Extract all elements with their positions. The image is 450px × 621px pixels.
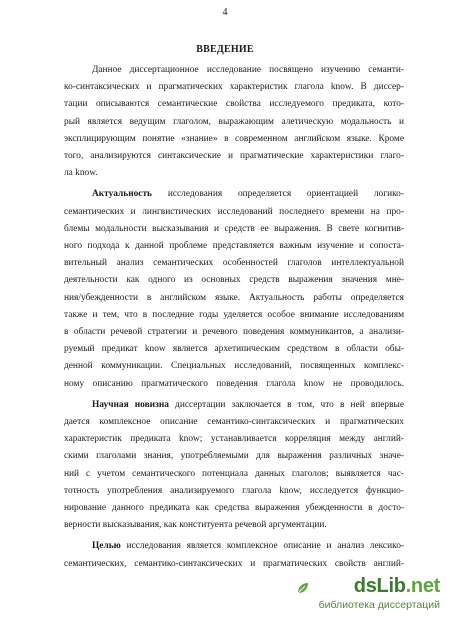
text-line: ко-синтаксических и прагматических характеристик глагола know. В диссер- (64, 82, 404, 93)
dslib-watermark[interactable] (290, 573, 440, 617)
paragraph-relevance (64, 186, 404, 392)
text-line: Актуальность исследования определяется ориентацией логико- (92, 189, 404, 200)
text-line: верности высказывания, как конституента речевой аргументации. (64, 520, 327, 531)
text-line: вительный анализ семантических особенностей глаголов интеллектуальной (64, 258, 404, 269)
text-line: Целью исследования является комплексное описание и анализ лексико- (92, 541, 404, 552)
text-line: руемый предикат know является архетипическим средством в области обы- (64, 344, 404, 355)
text-line: семантических, семантико-синтаксических и прагматических свойств англий- (64, 558, 404, 569)
watermark-brand: dsLib.net (353, 575, 440, 597)
text-line: Научная новизна диссертации заключается в том, что в ней впервые (92, 399, 404, 410)
text-line: семантических и лингвистических исследований последнего времени на про- (64, 206, 404, 217)
text-line: блемы модальности высказывания и средств ее выражения. В свете когнитив- (64, 223, 404, 234)
watermark-tagline: библиотека диссертаций (318, 599, 440, 611)
leaf-logo-icon (296, 581, 310, 595)
text-line: ному описанию прагматического поведения глагола know не проводилось. (64, 378, 404, 389)
text-line: Данное диссертационное исследование посвящено изучению семанти- (92, 65, 404, 75)
paragraph-lead-term: Научная новизна (92, 399, 169, 410)
text-line: в области речевой стратегии и речевого поведения коммуникантов, а анализи- (64, 327, 404, 338)
text-line: тотность употребления анализируемого глагола know, исследуется функцио- (64, 485, 404, 496)
text-line: эксплицирующим понятие «знание» в современном английском языке. Кроме (64, 133, 404, 144)
text-line: рый является ведущим глаголом, выражающим алетическую модальность и (64, 116, 404, 127)
section-heading: ВВЕДЕНИЕ (196, 44, 254, 55)
text-line: дается комплексное описание семантико-синтаксических и прагматических (64, 417, 404, 428)
paragraph-lead-term: Целью (92, 541, 121, 552)
text-line: того, анализируются синтаксические и прагматические характеристики глаго- (64, 151, 404, 162)
text-line: ного подхода к данной проблеме представляется важным изучение и сопоста- (64, 241, 404, 252)
text-line: ний с учетом семантического потенциала данных глаголов; выявляется час- (64, 468, 404, 479)
text-line: ния/убежденности в английском языке. Актуальность работы определяется (64, 292, 404, 303)
page-number: 4 (222, 7, 228, 18)
text-line: нирование данного предиката как средства выражения убежденности в досто- (64, 503, 404, 514)
text-line: ла know. (64, 168, 98, 179)
paragraph-goal (64, 538, 404, 572)
paragraph-lead-term: Актуальность (92, 189, 153, 200)
text-line: также и тем, что в последние годы уделяется особое внимание исследованиям (64, 309, 404, 320)
paragraph-intro (64, 62, 404, 182)
text-line: тации описываются семантические свойства исследуемого предиката, кото- (64, 99, 404, 110)
text-line: скими глаголами знания, употребляемыми для выражения различных значе- (64, 451, 404, 462)
text-line: деятельности как одного из основных средств выражения значения мне- (64, 275, 404, 286)
text-line: характеристик предиката know; устанавливается корреляция между англий- (64, 434, 404, 445)
document-body (64, 62, 404, 573)
paragraph-novelty (64, 397, 404, 535)
text-line: денной коммуникации. Специальных исследований, посвященных комплекс- (64, 361, 404, 372)
